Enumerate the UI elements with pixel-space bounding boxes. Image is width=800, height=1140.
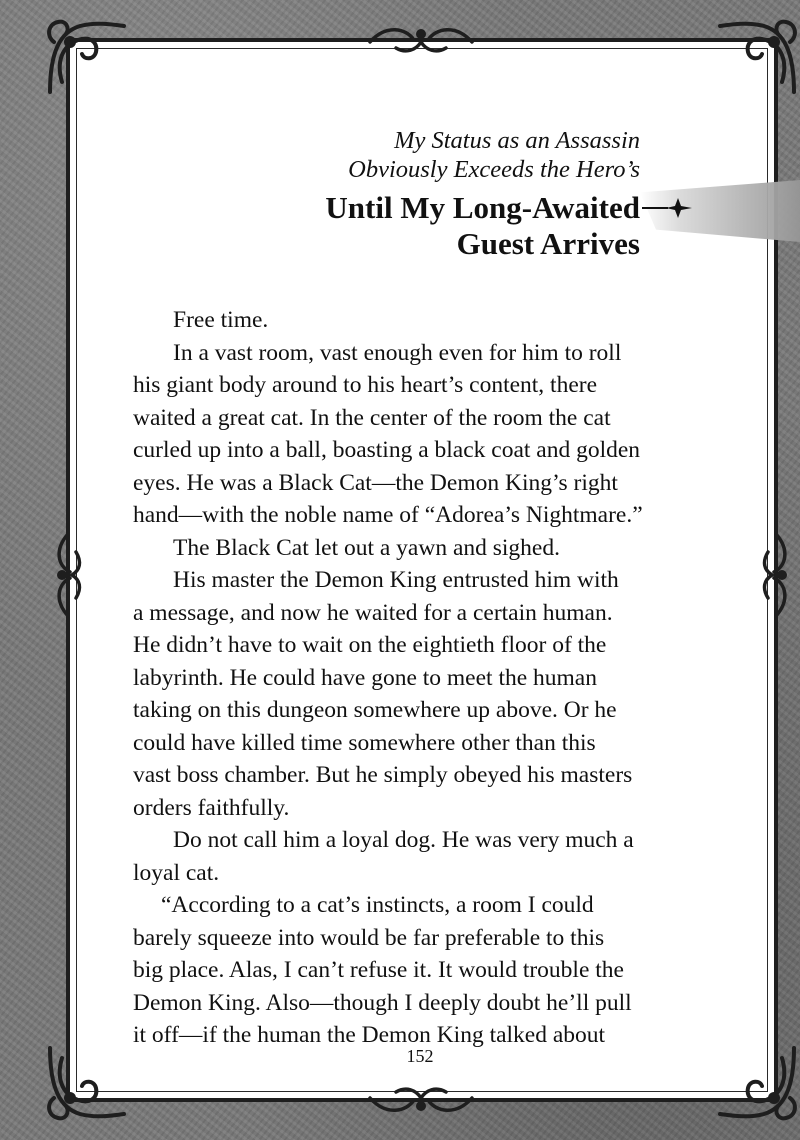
text-line: He didn’t have to wait on the eightieth floor of the bbox=[133, 632, 607, 658]
corner-ornament-top-right bbox=[714, 12, 800, 102]
series-title bbox=[240, 126, 640, 184]
text-line: In a vast room, vast enough even for him to roll bbox=[173, 339, 622, 366]
text-line: His master the Demon King entrusted him with bbox=[173, 567, 619, 593]
chapter-title-line-2: Guest Arrives bbox=[456, 226, 640, 261]
text-line: could have killed time somewhere other than this bbox=[133, 729, 596, 756]
left-scroll-ornament bbox=[48, 530, 88, 620]
text-line: vast boss chamber. But he simply obeyed his masters bbox=[133, 762, 633, 788]
text-line: eyes. He was a Black Cat—the Demon King’s right bbox=[133, 469, 618, 496]
chapter-title bbox=[140, 190, 640, 262]
corner-ornament-bottom-right bbox=[714, 1038, 800, 1128]
text-line: a message, and now he waited for a certain human. bbox=[133, 599, 613, 626]
page-number: 152 bbox=[406, 1046, 434, 1066]
corner-ornament-top-left bbox=[40, 12, 130, 102]
body-text bbox=[133, 304, 713, 1052]
text-line: The Black Cat let out a yawn and sighed. bbox=[173, 534, 560, 561]
text-line: waited a great cat. In the center of the room the cat bbox=[133, 404, 611, 431]
corner-ornament-bottom-left bbox=[40, 1038, 130, 1128]
text-line: orders faithfully. bbox=[133, 794, 290, 821]
text-line: it off—if the human the Demon King talked about bbox=[133, 1022, 606, 1048]
text-line: taking on this dungeon somewhere up above. Or he bbox=[133, 697, 617, 723]
text-line: loyal cat. bbox=[133, 859, 220, 886]
text-line: Free time. bbox=[173, 307, 269, 333]
top-scroll-ornament bbox=[366, 20, 476, 58]
right-scroll-ornament bbox=[756, 530, 796, 620]
bottom-scroll-ornament bbox=[366, 1082, 476, 1120]
text-line: his giant body around to his heart’s content, there bbox=[133, 372, 598, 398]
text-line: big place. Alas, I can’t refuse it. It would trouble the bbox=[133, 957, 624, 983]
text-line: labyrinth. He could have gone to meet the human bbox=[133, 664, 597, 691]
text-line: “According to a cat’s instincts, a room I could bbox=[161, 892, 594, 918]
text-line: Do not call him a loyal dog. He was very much a bbox=[173, 827, 634, 853]
text-line: barely squeeze into would be far preferable to this bbox=[133, 924, 605, 951]
text-line: hand—with the noble name of “Adorea’s Nightmare.” bbox=[133, 502, 643, 528]
chapter-title-line-1: Until My Long-Awaited bbox=[325, 190, 640, 225]
text-line: curled up into a ball, boasting a black coat and golden bbox=[133, 437, 641, 463]
series-title-line-2: Obviously Exceeds the Hero’s bbox=[348, 156, 640, 183]
sparkle-icon bbox=[642, 196, 694, 220]
series-title-line-1: My Status as an Assassin bbox=[394, 127, 640, 154]
text-line: Demon King. Also—though I deeply doubt he’ll pull bbox=[133, 989, 632, 1016]
